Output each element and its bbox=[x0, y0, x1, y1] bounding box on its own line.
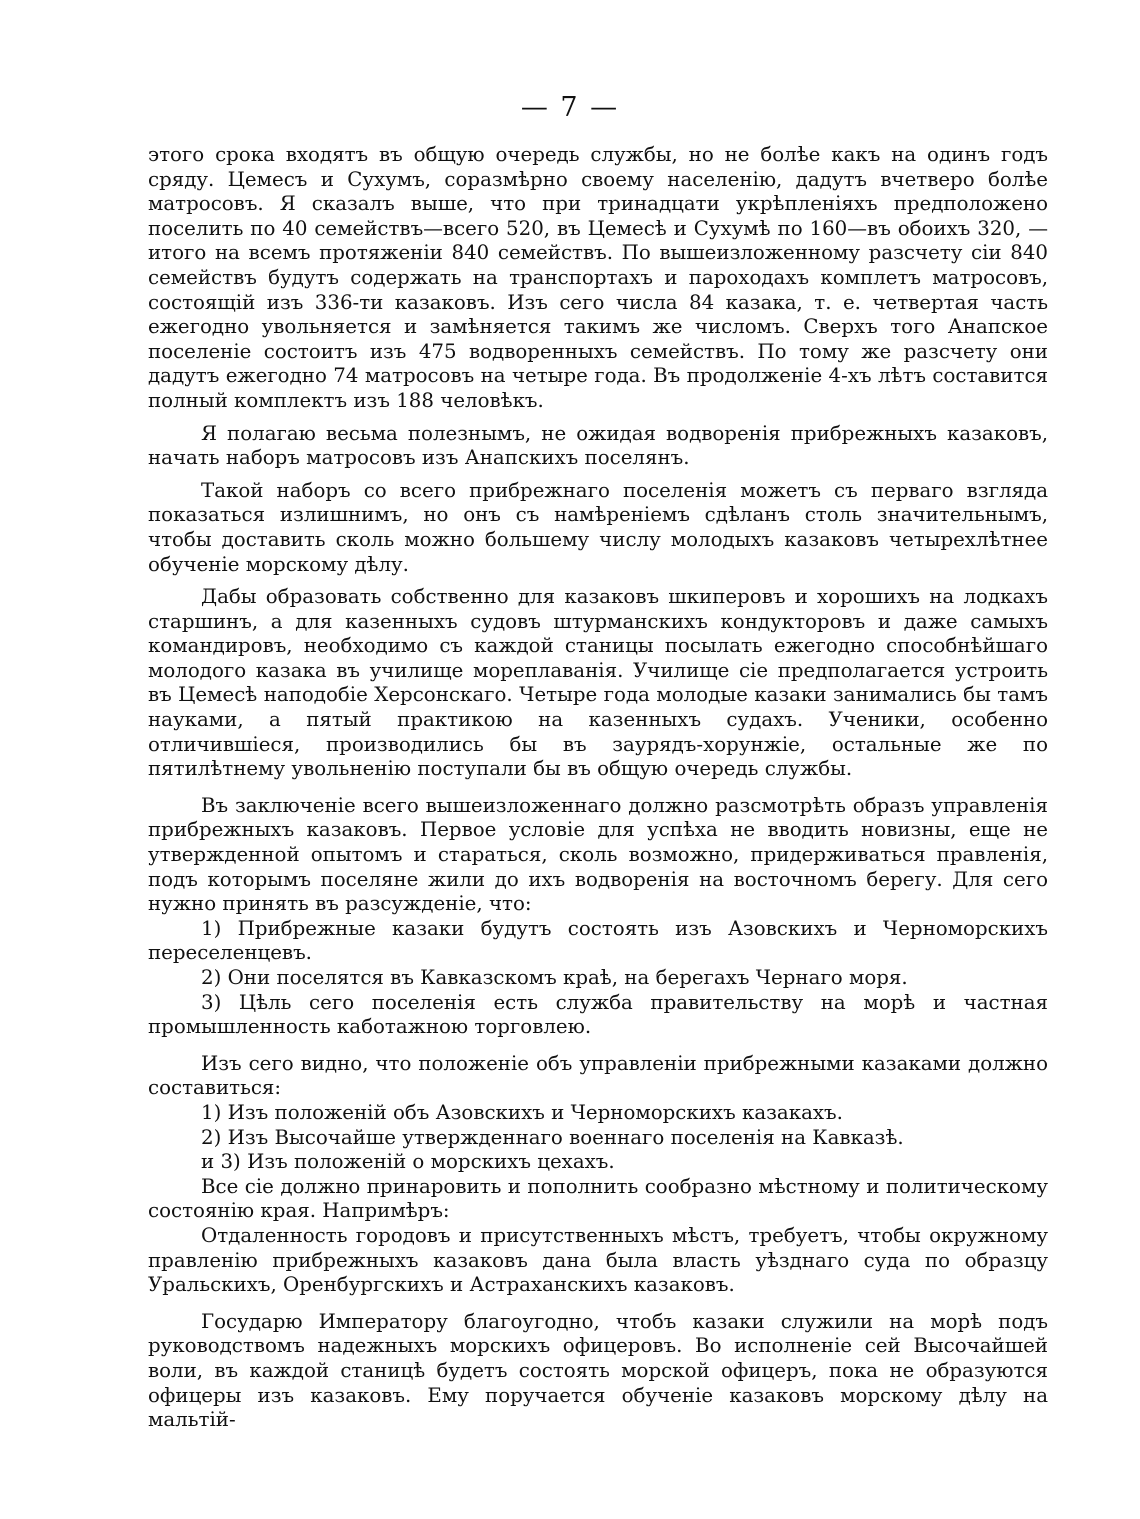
paragraph-2: Я полагаю весьма полезнымъ, не ожидая водворенія прибрежныхъ казаковъ, начать наборъ матросовъ изъ Анапскихъ поселянъ. bbox=[148, 421, 1048, 470]
paragraph-1: этого срока входятъ въ общую очередь службы, но не болѣе какъ на одинъ годъ сряду. Цемесъ и Сухумъ, соразмѣрно своему населенію, дадутъ вчетверо болѣе матросовъ. Я сказалъ выше, что при тринадцати укрѣпленіяхъ предположено поселить по 40 семействъ—всего 520, въ Цемесѣ и Сухумѣ по 160—въ обоихъ 320, —итого на всемъ протяженіи 840 семействъ. По вышеизложенному разсчету сіи 840 семействъ будутъ содержать на транспортахъ и пароходахъ комплетъ матросовъ, состоящій изъ 336-ти казаковъ. Изъ сего числа 84 казака, т. е. четвертая часть ежегодно увольняется и замѣняется такимъ же числомъ. Сверхъ того Анапское поселеніе состоитъ изъ 475 водворенныхъ семействъ. По тому же разсчету они дадутъ ежегодно 74 матросовъ на четыре года. Въ продолженіе 4-хъ лѣтъ составится полный комплектъ изъ 188 человѣкъ. bbox=[148, 143, 1048, 412]
paragraph-5: Въ заключеніе всего вышеизложеннаго должно разсмотрѣть образъ управленія прибрежныхъ казаковъ. Первое условіе для успѣха не вводить новизны, еще не утвержденной опытомъ и стараться, сколь возможно, придерживаться правленія, подъ которымъ поселяне жили до ихъ водворенія на восточномъ берегу. Для сего нужно принять въ разсужденіе, что: bbox=[148, 793, 1048, 916]
list-item: и 3) Изъ положеній о морскихъ цехахъ. bbox=[201, 1150, 615, 1174]
paragraph-8: Отдаленность городовъ и присутственныхъ мѣстъ, требуетъ, чтобы окружному правленію прибрежныхъ казаковъ дана была власть уѣзднаго суда по образцу Уральскихъ, Оренбургскихъ и Астраханскихъ казаковъ. bbox=[148, 1223, 1048, 1297]
list-item: 1) Изъ положеній объ Азовскихъ и Черноморскихъ казакахъ. bbox=[201, 1100, 843, 1124]
paragraph-3: Такой наборъ со всего прибрежнаго поселенія можетъ съ перваго взгляда показаться излишнимъ, но онъ съ намѣреніемъ сдѣланъ столь значительнымъ, чтобы доставить сколь можно большему числу молодыхъ казаковъ четырехлѣтнее обученіе морскому дѣлу. bbox=[148, 478, 1048, 576]
list-provenance bbox=[148, 917, 1048, 1040]
paragraph-6: Изъ сего видно, что положеніе объ управленіи прибрежными казаками должно составиться: bbox=[148, 1051, 1048, 1100]
list-sources bbox=[148, 1101, 1048, 1175]
list-item: 1) Прибрежные казаки будутъ состоять изъ Азовскихъ и Черноморскихъ переселенцевъ. bbox=[148, 916, 1048, 965]
list-item: 2) Изъ Высочайше утвержденнаго военнаго поселенія на Кавказѣ. bbox=[201, 1125, 904, 1149]
paragraph-4: Дабы образовать собственно для казаковъ шкиперовъ и хорошихъ на лодкахъ старшинъ, а для казенныхъ судовъ штурманскихъ кондукторовъ и даже самыхъ командировъ, необходимо съ каждой станицы посылать ежегодно способнѣйшаго молодого казака въ училище мореплаванія. Училище сіе предполагается устроить въ Цемесѣ наподобіе Херсонскаго. Четыре года молодые казаки занимались бы тамъ науками, а пятый практикою на казенныхъ судахъ. Ученики, особенно отличившіеся, производились бы въ заурядъ-хорунжіе, остальные же по пятилѣтнему увольненію поступали бы въ общую очередь службы. bbox=[148, 585, 1048, 781]
list-item: 2) Они поселятся въ Кавказскомъ краѣ, на берегахъ Чернаго моря. bbox=[201, 966, 908, 989]
paragraph-7: Все сіе должно принаровить и пополнить сообразно мѣстному и политическому состоянію края. Напримѣръ: bbox=[148, 1174, 1048, 1223]
paragraph-9: Государю Императору благоугодно, чтобъ казаки служили на морѣ подъ руководствомъ надежныхъ морскихъ офицеровъ. Во исполненіе сей Высочайшей воли, въ каждой станицѣ будетъ состоять морской офицеръ, пока не образуются офицеры изъ казаковъ. Ему поручается обученіе казаковъ морскому дѣлу на мальтій- bbox=[148, 1309, 1048, 1432]
text-body bbox=[148, 143, 1048, 1433]
list-item: 3) Цѣль сего поселенія есть служба правительству на морѣ и частная промышленность каботажною торговлею. bbox=[148, 990, 1048, 1039]
page-number: — 7 — bbox=[520, 92, 620, 123]
